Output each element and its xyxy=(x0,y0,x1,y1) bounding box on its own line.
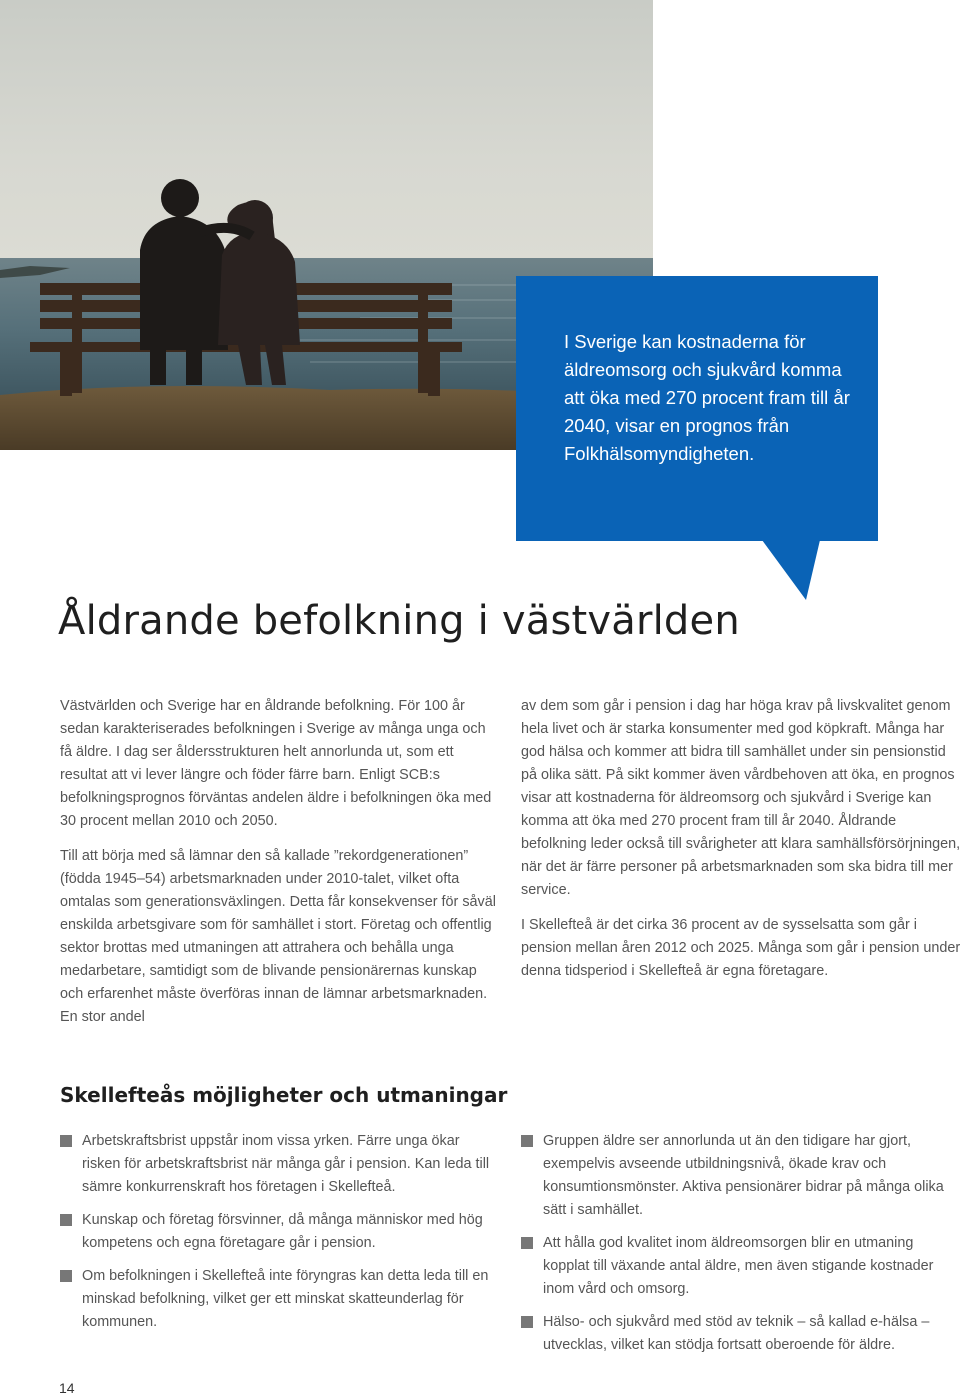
section-title: Skellefteås möjligheter och utmaningar xyxy=(60,1083,508,1107)
right-paragraph: I Skellefteå är det cirka 36 procent av de sysselsatta som går i pension mellan åren 2012 och 2025. Många som går i pension under denna tidsperiod i Skellefteå är egna företagare. xyxy=(521,917,960,979)
right-column xyxy=(521,695,960,995)
page-title: Åldrande befolkning i västvärlden xyxy=(58,598,740,644)
list-item-text: Att hålla god kvalitet inom äldreomsorgen blir en utmaning kopplat till växande antal äldre, men även stigande kostnader inom vård och omsorg. xyxy=(543,1235,934,1297)
bullet-square-icon xyxy=(521,1316,533,1328)
list-item xyxy=(521,1130,951,1222)
list-item xyxy=(521,1311,951,1357)
bullet-list-right xyxy=(521,1130,951,1367)
list-item xyxy=(60,1209,490,1255)
list-item-text: Hälso- och sjukvård med stöd av teknik – så kallad e-hälsa – utvecklas, vilket kan stödja fortsatt oberoende för äldre. xyxy=(543,1314,930,1353)
bullet-square-icon xyxy=(521,1237,533,1249)
bullet-square-icon xyxy=(521,1135,533,1147)
bullet-square-icon xyxy=(60,1270,72,1282)
list-item-text: Om befolkningen i Skellefteå inte föryngras kan detta leda till en minskad befolkning, vilket ger ett minskat skatteunderlag för kommunen. xyxy=(82,1268,489,1330)
right-paragraph: av dem som går i pension i dag har höga krav på livskvalitet genom hela livet och är starka konsumenter med god köpkraft. Många har god hälsa och kommer att bidra till samhället under sin pensionstid på olika sätt. På sikt kommer även vårdbehoven att öka, en prognos visar att kostnaderna för äldreomsorg och sjukvård i Sverige kan komma att öka med 270 procent fram till år 2040. Åldrande befolkning leder också till svårigheter att klara samhällsförsörjningen, när det är färre personer på arbetsmarknaden som ska bidra till mer service. xyxy=(521,698,960,898)
callout-box xyxy=(516,276,878,541)
list-item-text: Kunskap och företag försvinner, då många människor med hög kompetens och egna företagare går i pension. xyxy=(82,1212,483,1251)
list-item xyxy=(60,1130,490,1199)
left-column xyxy=(60,695,500,1041)
left-paragraph: Västvärlden och Sverige har en åldrande befolkning. För 100 år sedan karakteriserades befolkningen i Sverige av många unga och få äldre. I dag ser åldersstrukturen helt annorlunda ut, som ett resultat att vi lever längre och föder färre barn. Enligt SCB:s befolkningsprognos förväntas andelen äldre i befolkningen öka med 30 procent mellan 2010 och 2050. xyxy=(60,698,492,829)
bullet-square-icon xyxy=(60,1135,72,1147)
bullet-list-left xyxy=(60,1130,490,1344)
list-item xyxy=(521,1232,951,1301)
callout-text: I Sverige kan kostnaderna för äldreomsorg och sjukvård komma att öka med 270 procent fram till år 2040, visar en prognos från Folkhälsomyndigheten. xyxy=(564,331,850,464)
bullet-square-icon xyxy=(60,1214,72,1226)
left-paragraph: Till att börja med så lämnar den så kallade ”rekordgenerationen” (födda 1945–54) arbetsmarknaden under 2010-talet, vilket ofta omtalas som generationsväxlingen. Detta får konsekvenser för såväl enskilda arbetsgivare som för samhället i stort. Företag och offentlig sektor brottas med utmaningen att attrahera och behålla unga medarbetare, samtidigt som de blivande pensionärernas kunskap och erfarenhet måste överföras innan de lämnar arbetsmarknaden. En stor andel xyxy=(60,848,496,1025)
page-number: 14 xyxy=(59,1380,75,1396)
list-item-text: Gruppen äldre ser annorlunda ut än den tidigare har gjort, exempelvis avseende utbildningsnivå, ökade krav och konsumtionsmönster. Aktiva pensionärer bidrar på många olika sätt i samhället. xyxy=(543,1133,944,1218)
list-item xyxy=(60,1265,490,1334)
list-item-text: Arbetskraftsbrist uppstår inom vissa yrken. Färre unga ökar risken för arbetskraftsbrist när många går i pension. Kan leda till sämre konkurrenskraft hos företagen i Skellefteå. xyxy=(82,1133,490,1195)
